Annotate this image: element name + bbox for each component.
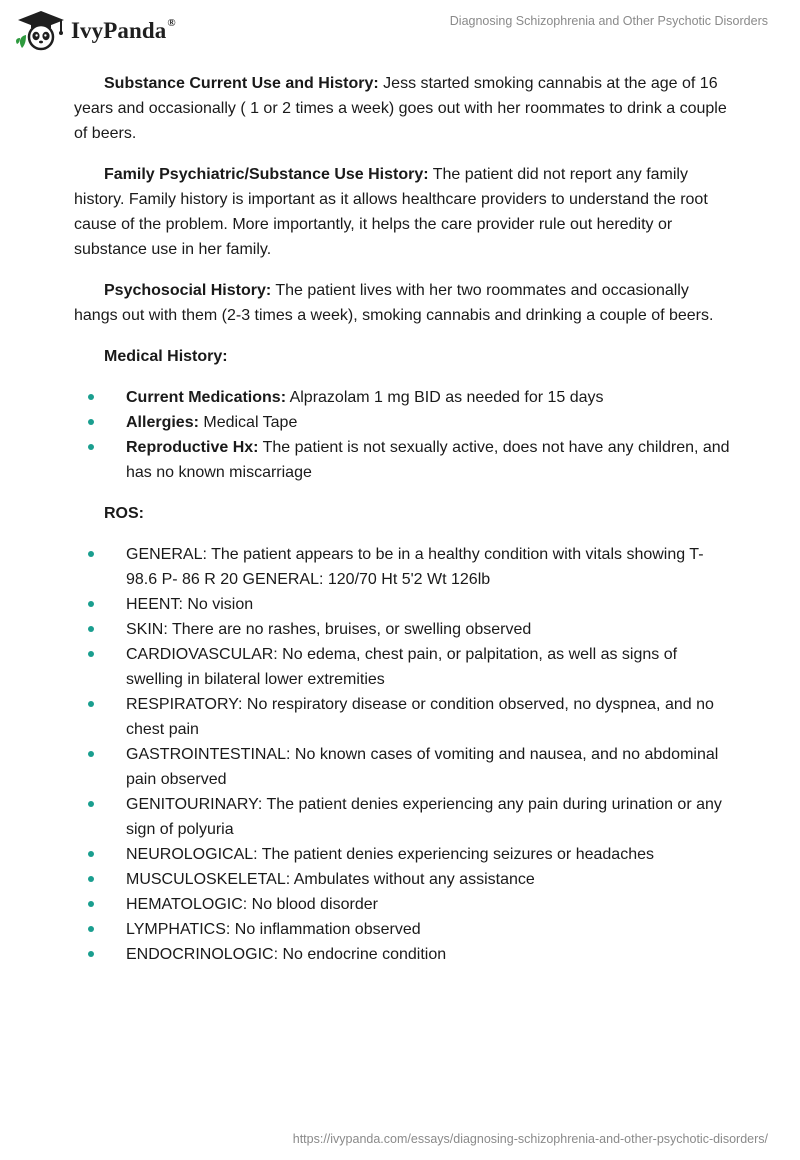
bullet-icon	[88, 551, 94, 557]
list-item: CARDIOVASCULAR: No edema, chest pain, or palpitation, as well as signs of swelling in bilateral lower extremities	[74, 642, 734, 692]
document-title: Diagnosing Schizophrenia and Other Psychotic Disorders	[449, 14, 768, 28]
list-item: RESPIRATORY: No respiratory disease or condition observed, no dyspnea, and no chest pain	[74, 692, 734, 742]
list-item: SKIN: There are no rashes, bruises, or swelling observed	[74, 617, 734, 642]
bullet-icon	[88, 751, 94, 757]
bullet-icon	[88, 901, 94, 907]
bullet-icon	[88, 876, 94, 882]
substance-history-paragraph: Substance Current Use and History: Jess started smoking cannabis at the age of 16 years and occasionally ( 1 or 2 times a week) goes out with her roommates to drink a couple of beers.	[74, 75, 727, 142]
bullet-icon	[88, 444, 94, 450]
list-item: LYMPHATICS: No inflammation observed	[74, 917, 734, 942]
bullet-icon	[88, 926, 94, 932]
bullet-icon	[88, 651, 94, 657]
document-body	[74, 71, 734, 983]
bullet-icon	[88, 626, 94, 632]
logo-text: IvyPanda®	[71, 17, 176, 43]
list-item: GASTROINTESTINAL: No known cases of vomiting and nausea, and no abdominal pain observed	[74, 742, 734, 792]
list-item: MUSCULOSKELETAL: Ambulates without any assistance	[74, 867, 734, 892]
bullet-icon	[88, 701, 94, 707]
list-item: Allergies: Medical Tape	[74, 410, 734, 435]
ros-list	[74, 542, 734, 967]
bullet-icon	[88, 851, 94, 857]
ros-heading: ROS:	[104, 505, 144, 522]
list-item: Current Medications: Alprazolam 1 mg BID as needed for 15 days	[74, 385, 734, 410]
medical-history-heading: Medical History:	[104, 348, 228, 365]
list-item: NEUROLOGICAL: The patient denies experiencing seizures or headaches	[74, 842, 734, 867]
panda-graduate-icon	[14, 8, 68, 52]
family-history-paragraph: Family Psychiatric/Substance Use History: The patient did not report any family history. Family history is important as it allows healthcare providers to understand the root cause of the problem. More importantly, it helps the care provider rule out heredity or substance use in her family.	[74, 166, 708, 258]
medical-history-list	[74, 385, 734, 485]
list-item: Reproductive Hx: The patient is not sexually active, does not have any children, and has no known miscarriage	[74, 435, 734, 485]
bullet-icon	[88, 951, 94, 957]
bullet-icon	[88, 601, 94, 607]
bullet-icon	[88, 419, 94, 425]
bullet-icon	[88, 394, 94, 400]
bullet-icon	[88, 801, 94, 807]
site-logo[interactable]	[14, 8, 176, 52]
list-item: HEMATOLOGIC: No blood disorder	[74, 892, 734, 917]
source-url-link[interactable]: https://ivypanda.com/essays/diagnosing-schizophrenia-and-other-psychotic-disorders/	[292, 1132, 768, 1146]
list-item: ENDOCRINOLOGIC: No endocrine condition	[74, 942, 734, 967]
list-item: GENITOURINARY: The patient denies experiencing any pain during urination or any sign of polyuria	[74, 792, 734, 842]
psychosocial-history-paragraph: Psychosocial History: The patient lives with her two roommates and occasionally hangs out with them (2-3 times a week), smoking cannabis and drinking a couple of beers.	[74, 282, 714, 324]
list-item: GENERAL: The patient appears to be in a healthy condition with vitals showing T- 98.6 P- 86 R 20 GENERAL: 120/70 Ht 5'2 Wt 126lb	[74, 542, 734, 592]
list-item: HEENT: No vision	[74, 592, 734, 617]
